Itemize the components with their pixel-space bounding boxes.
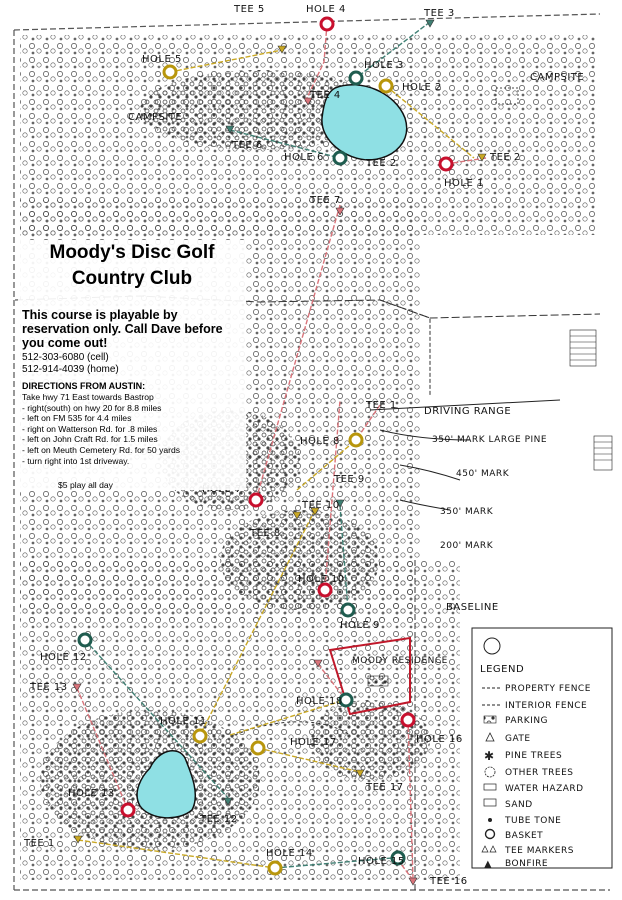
legend-item-5: OTHER TREES [505,768,574,778]
tee-5-label: TEE 5 [234,4,265,15]
course-info-panel [18,240,246,490]
basket-hole-2 [380,80,392,92]
basket-hole-12 [79,634,91,646]
direction-step: - left on Meuth Cemetery Rd. for 50 yards [22,444,181,455]
phone-cell: 512-303-6080 (cell) [22,352,109,363]
basket-hole-9 [342,604,354,616]
legend-item-7: SAND [505,800,533,810]
legend-item-10: TEE MARKERS [505,846,574,856]
hole-12-label: HOLE 12 [40,652,87,663]
tee-12-label: TEE 12 [200,814,238,825]
direction-step: - left on FM 535 for 4.4 miles [22,413,132,424]
direction-step: - turn right into 1st driveway. [22,455,130,466]
price: $5 play all day [58,480,113,491]
hole-16-label: HOLE 16 [416,734,463,745]
basket-hole-6 [334,152,346,164]
driving-range-label: DRIVING RANGE [424,406,512,417]
basket-hole-13 [122,804,134,816]
legend-item-2: PARKING [505,716,549,726]
legend-item-9: BASKET [505,831,544,841]
tee-1-label: TEE 1 [24,838,55,849]
hole-1-label: HOLE 1 [444,178,484,189]
tee-8-label: TEE 8 [250,528,281,539]
tee-16-label: TEE 16 [430,876,468,887]
basket-hole-14 [269,862,281,874]
basket-hole-10 [319,584,331,596]
tee-2-label: TEE 2 [490,152,521,163]
legend-item-1: INTERIOR FENCE [505,701,588,711]
direction-step: Take hwy 71 East towards Bastrop [22,392,154,402]
tee-13-label: TEE 13 [30,682,68,693]
hole-4-label: HOLE 4 [306,4,346,15]
residence-label: MOODY RESIDENCE [352,656,448,666]
basket-hole-11 [194,730,206,742]
hole-11-label: HOLE 11 [160,716,207,727]
legend-item-11: BONFIRE [505,859,549,869]
reservation-notice: This course is playable by reservation only. Call Dave before you come out! [22,308,223,350]
tee-7-label: TEE 7 [310,195,341,206]
hole-2-label: HOLE 2 [402,82,442,93]
directions-heading: DIRECTIONS FROM AUSTIN: [22,381,146,391]
tee-6-label: TEE 6 [232,140,263,151]
parking-grid [570,330,612,470]
hole-3-label: HOLE 3 [364,60,404,71]
basket-hole-16 [402,714,414,726]
hole-6-label: HOLE 6 [284,152,324,163]
tee-3-label: TEE 3 [424,8,455,19]
basket-hole-3 [350,72,362,84]
legend-title: LEGEND [480,664,525,675]
mark-350-pine-label: 350' MARK LARGE PINE [432,435,548,445]
hole-5-label: HOLE 5 [142,54,182,65]
pine-icon: ✱ [484,749,495,763]
basket-hole-1 [440,158,452,170]
phone-home: 512-914-4039 (home) [22,364,119,375]
baseline-label: BASELINE [446,602,499,613]
direction-step: - right on Watterson Rd. for .8 miles [22,423,158,434]
tee-1b-label: TEE 1 [366,400,397,411]
tee-marker-16 [409,878,417,885]
campsite-label-2: CAMPSITE [128,112,183,123]
mark-450-label: 450' MARK [456,469,510,479]
tee-10-label: TEE 10 [302,500,340,511]
direction-step: - right(south) on hwy 20 for 8.8 miles [22,402,162,413]
hole-10-label: HOLE 10 [298,574,345,585]
mark-200-label: 200' MARK [440,541,494,551]
hole-9-label: HOLE 9 [340,620,380,631]
hole-8-label: HOLE 8 [300,436,340,447]
tee-4-label: TEE 4 [310,90,341,101]
tee-2b-label: TEE 2 [366,158,397,169]
legend-item-8: TUBE TONE [505,816,562,826]
basket-hole-8 [350,434,362,446]
basket-hole-5 [164,66,176,78]
hole-13-label: HOLE 13 [68,788,115,799]
direction-step: - left on John Craft Rd. for 1.5 miles [22,434,158,445]
course-title: Moody's Disc Golf Country Club [49,242,215,289]
hole-17-label: HOLE 17 [290,737,337,748]
campsite-label-1: CAMPSITE [530,72,585,83]
bonfire-icon: ▲ [484,859,492,870]
basket-hole-7 [250,494,262,506]
hole-15-label: HOLE 15 [358,856,405,867]
mark-350-label: 350' MARK [440,507,494,517]
legend-item-6: WATER HAZARD [505,784,584,794]
tee-17-label: TEE 17 [366,782,404,793]
hole-14-label: HOLE 14 [266,848,313,859]
hole-18-label: HOLE 18 [296,696,343,707]
legend-item-4: PINE TREES [505,751,563,761]
legend-item-0: PROPERTY FENCE [505,684,591,694]
tee-9-label: TEE 9 [334,474,365,485]
legend-item-3: GATE [505,734,531,744]
basket-hole-17 [252,742,264,754]
legend [472,628,612,870]
basket-hole-4 [321,18,333,30]
